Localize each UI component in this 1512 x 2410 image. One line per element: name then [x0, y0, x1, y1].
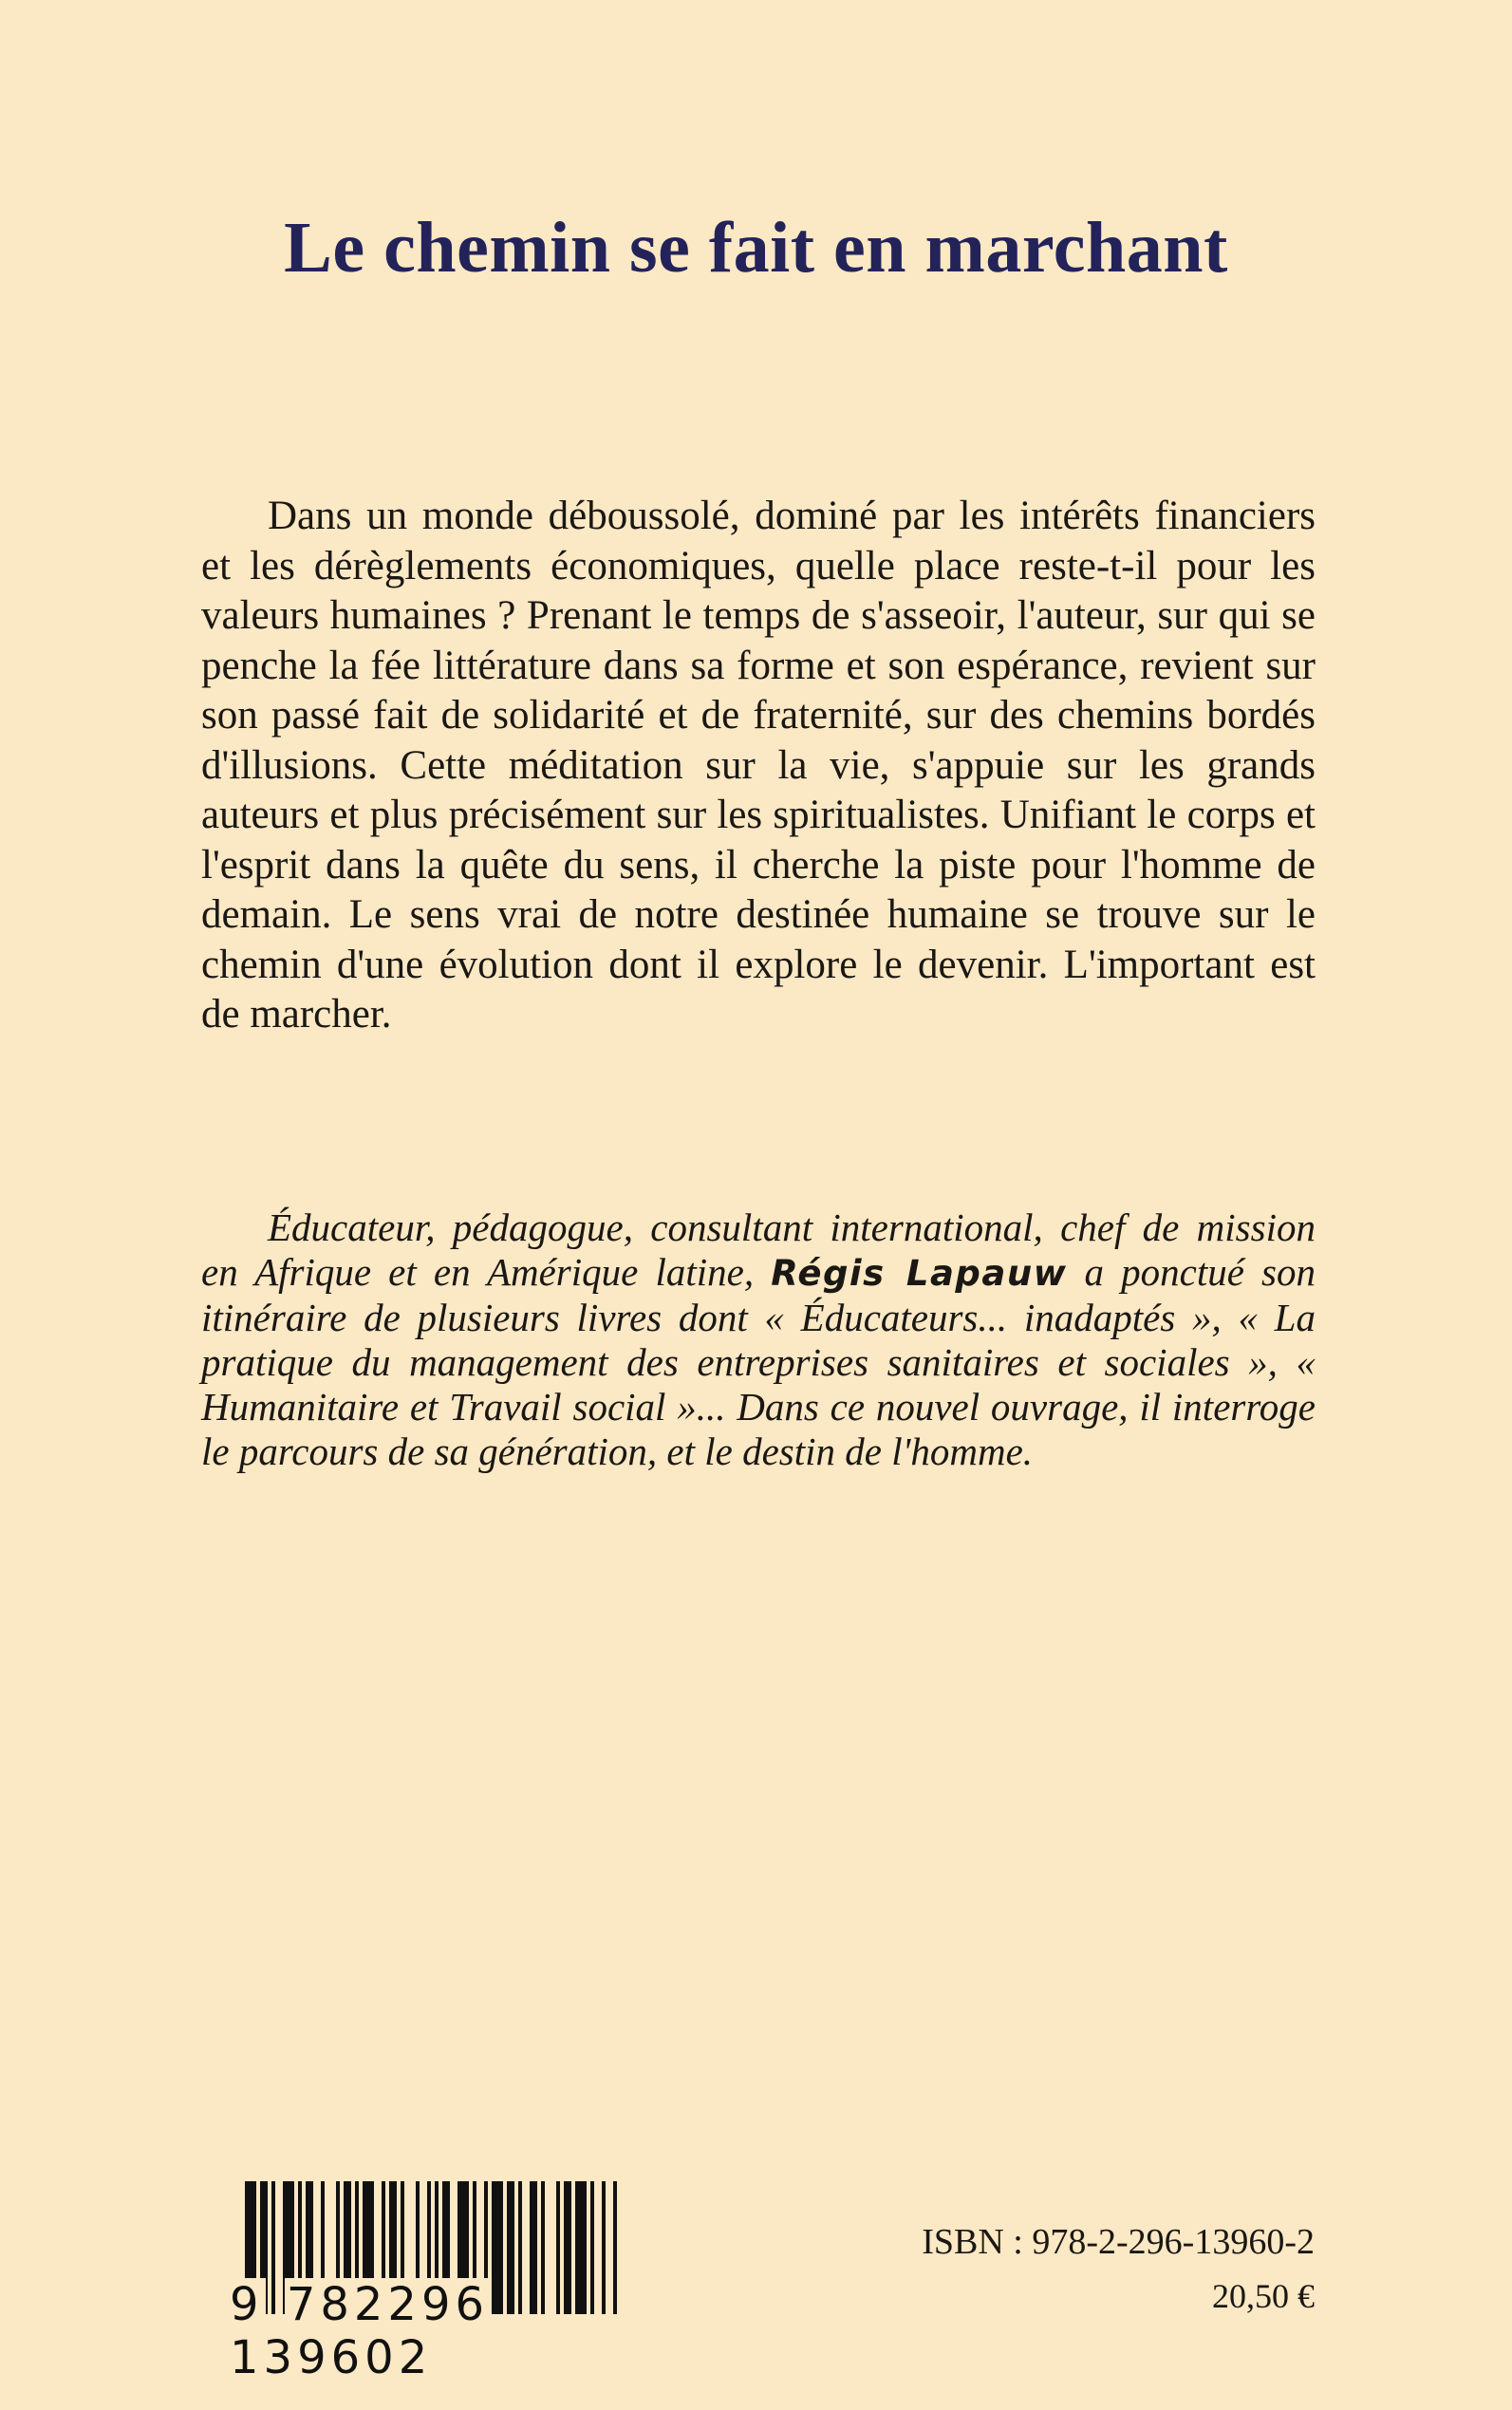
price: 20,50 € — [1212, 2277, 1315, 2315]
author-bio-intro: Éducateur, pédagogue, consultant international, chef de mission en Afrique et en Amérique latine, — [201, 1205, 1316, 1294]
barcode-left-group: 782296 — [286, 2278, 490, 2331]
book-title: Le chemin se fait en marchant — [284, 208, 1228, 288]
back-cover-blurb: Dans un monde déboussolé, dominé par les intérêts financiers et les dérèglements économiques, quelle place reste-t-il pour les valeurs humaines ? Prenant le temps de s'asseoir, l'auteur, sur qui se penche la fée littérature dans sa forme et son espérance, revient sur son passé fait de solidarité et de fraternité, sur des chemins bordés d'illusions. Cette méditation sur la vie, s'appuie sur les grands auteurs et plus précisément sur les spiritualistes. Unifiant le corps et l'esprit dans la quête du sens, il cherche la piste pour l'homme de demain. Le sens vrai de notre destinée humaine se trouve sur le chemin d'une évolution dont il explore le devenir. L'important est de marcher. — [201, 494, 1316, 1037]
author-name: Régis Lapauw — [771, 1253, 1068, 1294]
author-bio-rest: a ponctué son itinéraire de plusieurs livres dont « Éducateurs... inadaptés », « La pratique du management des entreprises sanitaires et sociales », « Humanitaire et Travail social »... Dans ce nouvel ouvrage, il interroge le parcours de sa génération, et le destin de l'homme. — [201, 1250, 1316, 1473]
barcode-right-group: 139602 — [230, 2331, 433, 2384]
barcode-lead-digit: 9 — [230, 2278, 264, 2331]
author-bio — [201, 1205, 1316, 1474]
barcode-digits — [228, 2278, 626, 2384]
isbn: ISBN : 978-2-296-13960-2 — [922, 2222, 1315, 2262]
